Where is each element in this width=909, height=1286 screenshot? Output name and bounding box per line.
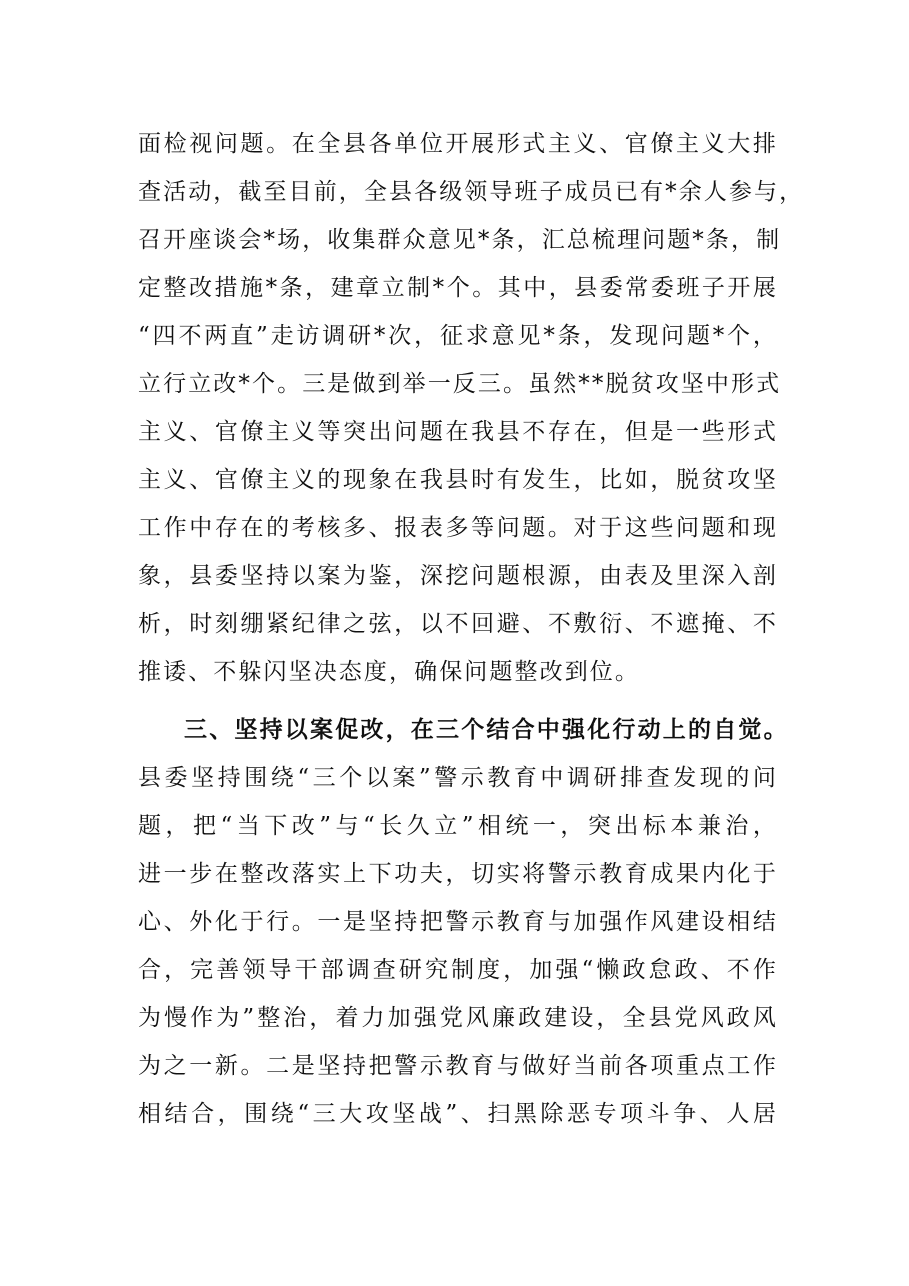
paragraph-line: 为慢作为”整治，着力加强党风廉政建设，全县党风政风	[138, 1005, 778, 1031]
paragraph-line: 象，县委坚持以案为鉴，深挖问题根源，由表及里深入剖	[138, 563, 778, 589]
paragraph-line: 查活动，截至目前，全县各级领导班子成员已有*余人参与，	[138, 179, 805, 205]
paragraph-line: 题，把“当下改”与“长久立”相统一，突出标本兼治，	[138, 813, 778, 839]
paragraph-line: 相结合，围绕“三大攻坚战”、扫黑除恶专项斗争、人居	[138, 1101, 778, 1127]
paragraph-line: 析，时刻绷紧纪律之弦，以不回避、不敷衍、不遮掩、不	[138, 611, 778, 637]
paragraph-line: 推诿、不躲闪坚决态度，确保问题整改到位。	[138, 659, 640, 685]
section-heading: 三、坚持以案促改，在三个结合中强化行动上的自觉。	[184, 716, 789, 743]
paragraph-line: 主义、官僚主义等突出问题在我县不存在，但是一些形式	[138, 419, 778, 445]
paragraph-line: 合，完善领导干部调查研究制度，加强“懒政怠政、不作	[138, 957, 778, 983]
paragraph-line: 工作中存在的考核多、报表多等问题。对于这些问题和现	[138, 515, 778, 541]
paragraph-line: 进一步在整改落实上下功夫，切实将警示教育成果内化于	[138, 861, 778, 887]
paragraph-line: 面检视问题。在全县各单位开展形式主义、官僚主义大排	[138, 131, 778, 157]
paragraph-line: 立行立改*个。三是做到举一反三。虽然**脱贫攻坚中形式	[138, 371, 782, 397]
paragraph-line: 县委坚持围绕“三个以案”警示教育中调研排查发现的问	[138, 765, 778, 791]
paragraph-line: 主义、官僚主义的现象在我县时有发生，比如，脱贫攻坚	[138, 467, 778, 493]
paragraph-line: 定整改措施*条，建章立制*个。其中，县委常委班子开展	[138, 275, 778, 301]
paragraph-line: 心、外化于行。一是坚持把警示教育与加强作风建设相结	[138, 909, 778, 935]
paragraph-line: 为之一新。二是坚持把警示教育与做好当前各项重点工作	[138, 1053, 778, 1079]
paragraph-line: 召开座谈会*场，收集群众意见*条，汇总梳理问题*条，制	[138, 227, 782, 253]
paragraph-line: “四不两直”走访调研*次，征求意见*条，发现问题*个，	[138, 323, 778, 349]
